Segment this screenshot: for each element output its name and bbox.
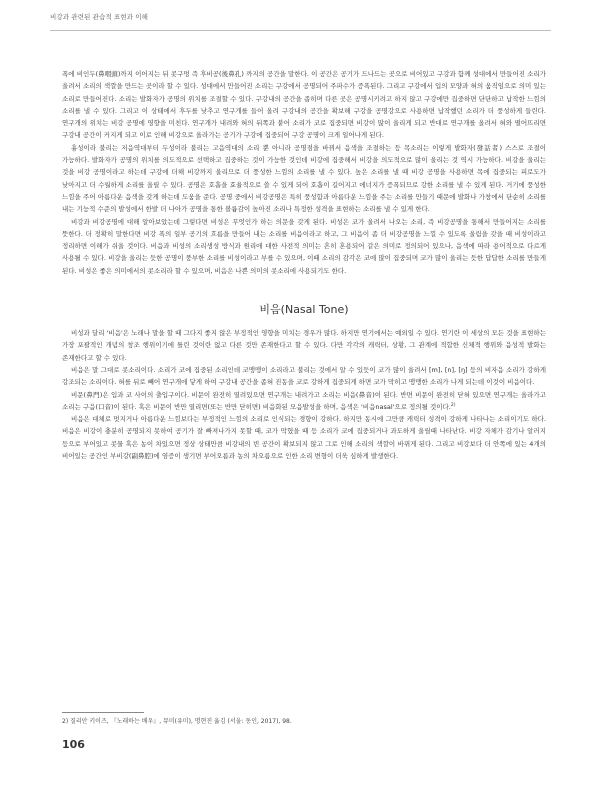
body-paragraph: 비음은 대체로 멋지거나 아름다운 느낌보다는 부정적인 느낌의 소리로 인식되는 경향이 강하다. 하지만 동시에 그만큼 캐릭터 성격이 강하게 나타나는 소리이기도 하다. 비음은 비강이 충분히 공명되지 못하여 공기가 잘 빠져나가지 못할 때, 코가 막혔을 때 등 소리가 코에 집중되거나 과도하게 울릴때 나타난다. 비강 자체가 감기나 알러지 등으로 부어있고 콧물 혹은 농이 차있으면 정상 상태만큼 비강내의 빈 공간이 확보되지 않고 그로 인해 소리의 색깔이 바뀌게 된다. 그리고 비강보다 더 안쪽에 있는 4개의 비어있는 공간인 부비강(副鼻腔)에 염증이 생기면 부어오름과 농의 차오름으로 인한 소리 변형이 더욱 심하게 발생한다. [62, 415, 546, 461]
body-paragraph: 폭에 비인두(鼻咽頭)까지 이어지는 뒤 콧구멍 즉 후비공(後鼻孔) 까지의 공간을 말한다. 이 공간은 공기가 드나드는 곳으로 비어있고 구강과 함께 성대에서 만들어진 소리가 울려서 소리의 색깔을 만드는 곳이라 할 수 있다. 성대에서 만들어진 소리는 구강에서 공명되어 주파수가 증폭된다. 그리고 구강에서 입의 모양과 혀의 움직임으로 의미 있는 소리로 만들어진다. 소리는 발화자가 공명의 위치를 조절할 수 있다. 구강내의 공간을 좁히며 다른 곳은 공명시키려고 하지 않고 구강에만 집중하면 단단하고 납작한 느낌의 소리를 낼 수 있다. 그리고 이 상태에서 후두를 낮추고 연구개를 들어 올려 구강내의 공간을 확보해 구강을 공명강으로 사용하면 납작했던 소리가 더 풍성하게 들린다. 연구개의 위치는 비강 공명에 영향을 미친다. 연구개가 내려와 혀의 뒤쪽과 붙어 소리가 코로 집중되면 비강이 많이 울리게 되고 반대로 연구개를 올려서 혀와 떨어뜨리면 구강내 공간이 커지게 되고 이로 인해 비강으로 올라가는 공기가 구강에 집중되어 구강 공명이 크게 일어나게 된다. [62, 70, 546, 140]
body-paragraph: 비성과 달리 '비음'은 노래나 말을 할 때 그다지 좋지 않은 부정적인 영향을 미치는 경우가 많다. 하지만 연기에서는 예외일 수 있다. 연기란 이 세상의 모든 것을 표현하는 가장 포괄적인 개념의 창조 행위이기에 틀린 것이란 없고 다른 것만 존재한다고 할 수 있다. 다만 각각의 캐릭터, 상황, 그 관계에 적합한 신체적 행위와 음성적 발화는 존재한다고 할 수 있다. [62, 329, 546, 362]
page-body [62, 68, 546, 462]
running-header: 비강과 관련된 관습적 표현과 이해 [50, 13, 148, 21]
section-heading: 비음(Nasal Tone) [259, 303, 349, 317]
footnote: 2) 질리안 키이즈, 『노래하는 배우』, 뮤미(유미), 명현진 옮김 (서울: 동인, 2017), 98. [62, 718, 292, 725]
body-paragraph: 흉성이라 불리는 저음역대부터 두성이라 불리는 고음역대의 소리 뿐 아니라 공명점을 바꿔서 음색을 조절하는 등 목소리는 이렇게 발화자(發話者) 스스로 조절이 가능하다. 발화자가 공명의 위치를 의도적으로 선택하고 집중하는 것이 가능한 것인데 비강에 집중해서 비강을 의도적으로 많이 울리는 것 역시 가능하다. 비강을 울리는 것을 비강 공명이라고 하는데 구강에 더해 비강까지 울리므로 더 풍성한 느낌의 소리를 낼 수 있다. 높은 소리를 낼 때 비강 공명을 사용하면 목에 집중되는 피로도가 낮아지고 더 수월하게 소리를 올릴 수 있다. 공명은 호흡을 효율적으로 쓸 수 있게 되어 호흡이 길어지고 에너지가 증폭되므로 강한 소리를 낼 수 있게 된다. 거기에 풍성한 느낌을 주어 아름다운 음색을 갖게 하는데 도움을 준다. 공명 중에서 비강공명은 특히 풍성함과 아름다운 느낌을 주는 소리를 만들기 때문에 발화나 가창에서 단순히 소리를 내는 기능적 수준의 발성에서 한발 더 나아가 공명을 통한 볼륨감이 높아진 소리나 특정한 성격을 표현하는 소리를 낼 수 있게 한다. [62, 143, 546, 214]
footnote-reference[interactable]: 2) [450, 402, 456, 408]
body-paragraph: 비음은 말 그대로 콧소리이다. 소리가 코에 집중된 소리인데 코맹맹이 소리라고 불리는 것에서 알 수 있듯이 코가 많이 울려서 [m], [n], [ŋ] 등의 비자음 소리가 강하게 강조되는 소리이다. 혀를 뒤로 빼어 연구개에 닿게 하여 구강내 공간을 좁혀 진동을 코로 강하게 집중되게 하면 코가 막히고 맹맹한 소리가 나게 되는데 이것이 비음이다. [62, 365, 546, 387]
page-number: 106 [62, 738, 85, 751]
footnote-divider [62, 712, 144, 713]
header-divider [50, 30, 551, 31]
body-paragraph: 비강과 비강공명에 대해 알아보았는데 그렇다면 비성은 무엇인가 하는 의문을 갖게 된다. 비성은 코가 울려서 나오는 소리, 즉 비강공명을 통해서 만들어지는 소리를 뜻한다. 더 정확히 말한다면 비강 폭의 일부 공기의 흐름을 만들어 내는 소리를 비음이라고 하고, 그 비음이 좀 더 비강공명을 느낄 수 있도록 울림을 갖을 때 비성이라고 정리하면 이해가 쉬울 것이다. 비음과 비성의 소리생성 방식과 원리에 대한 사전적 의미는 흔히 혼용되어 같은 의미로 정의되어 있으나, 음색에 따라 용어적으로 다르게 사용될 수 있다. 비강을 울리는 듯한 공명이 풍부한 소리를 비성이라고 부를 수 있으며, 이때 소리의 감각은 코에 많이 집중되며 코가 많이 울리는 듯한 답답한 소리를 만들게 된다. 비성은 좋은 의미에서의 콧소리라 할 수 있으며, 비음은 나쁜 의미의 콧소리에 사용되기도 한다. [62, 217, 546, 275]
body-paragraph [62, 389, 546, 414]
body-paragraph-text: 비문(鼻門)은 입과 코 사이의 출입구이다. 비문이 완전히 열려있으면 연구개는 내려가고 소리는 비음(鼻音)이 된다. 반면 비문이 완전히 닫혀 있으면 연구개는 올라가고 소리는 구음(口音)이 된다. 혹은 비문이 반만 열리면(또는 반만 닫히면) 비음화된 모음발성을 하며, 음색은 '비음nasal'으로 정의될 것이다. [62, 390, 546, 411]
